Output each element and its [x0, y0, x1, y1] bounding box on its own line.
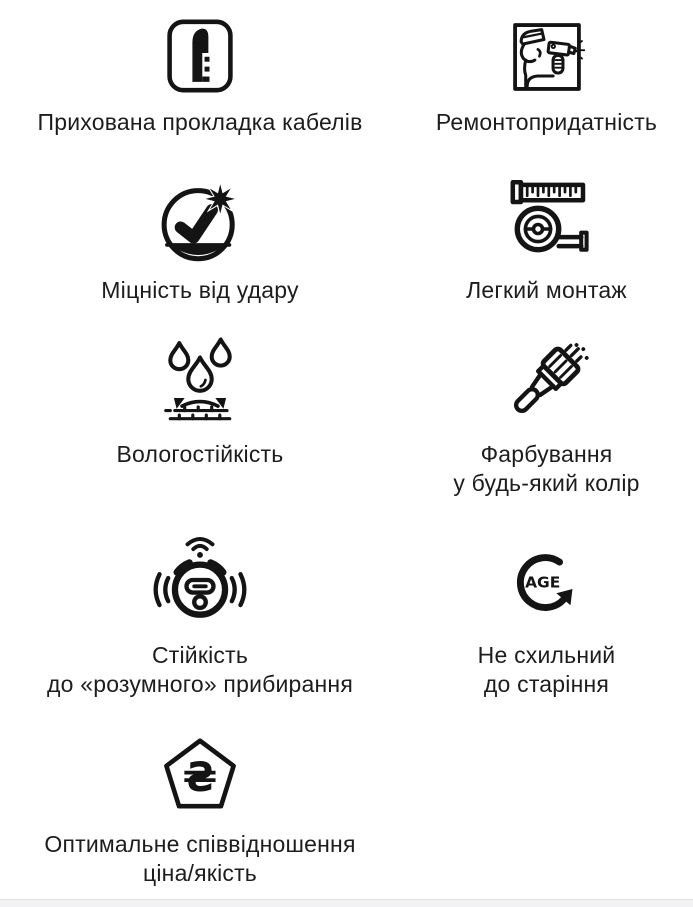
hryvnia-pentagon-icon — [156, 712, 244, 818]
tape-measure-icon — [502, 160, 592, 268]
impact-check-icon — [154, 160, 246, 268]
feature-label: Ремонтопридатність — [435, 109, 658, 135]
feature-price-quality — [0, 712, 400, 899]
feature-easy-installation — [400, 160, 693, 310]
feature-label-line1: Оптимальне співвідношення — [44, 831, 356, 857]
feature-label-line1: Стійкість — [151, 642, 249, 668]
plinth-cable-icon — [162, 0, 238, 96]
feature-label-line2: ціна/якість — [142, 860, 257, 886]
feature-label: Вологостійкість — [116, 441, 284, 467]
footer-strip — [0, 899, 693, 907]
hryvnia-symbol: ₴ — [182, 754, 218, 802]
feature-hidden-cables — [0, 0, 400, 160]
feature-label-line1: Не схильний — [477, 642, 616, 668]
feature-impact-strength — [0, 160, 400, 310]
feature-label: Прихована прокладка кабелів — [37, 109, 363, 135]
feature-label — [44, 830, 355, 888]
robot-vacuum-icon — [147, 505, 253, 629]
feature-paint-any-color — [400, 310, 693, 505]
empty-cell — [400, 712, 693, 899]
feature-label: Міцність від удару — [101, 277, 299, 303]
feature-moisture-resistance — [0, 310, 400, 505]
feature-repairability — [400, 0, 693, 160]
age-arrow-icon — [504, 505, 590, 629]
feature-label — [47, 641, 353, 699]
feature-label-line2: до «розумного» прибирання — [47, 671, 353, 697]
repairman-drill-icon — [509, 0, 585, 96]
feature-label-line1: Фарбування — [480, 441, 613, 467]
feature-robot-vacuum-resistance — [0, 505, 400, 712]
feature-label-line2: до старіння — [483, 671, 610, 697]
feature-label — [478, 641, 616, 699]
age-icon-label: AGE — [524, 573, 560, 592]
feature-label-line2: у будь-який колір — [453, 470, 640, 496]
feature-no-aging — [400, 505, 693, 712]
paint-brush-icon — [499, 310, 595, 428]
water-drops-icon — [155, 310, 245, 428]
feature-label — [453, 440, 639, 498]
feature-label: Легкий монтаж — [466, 277, 627, 303]
